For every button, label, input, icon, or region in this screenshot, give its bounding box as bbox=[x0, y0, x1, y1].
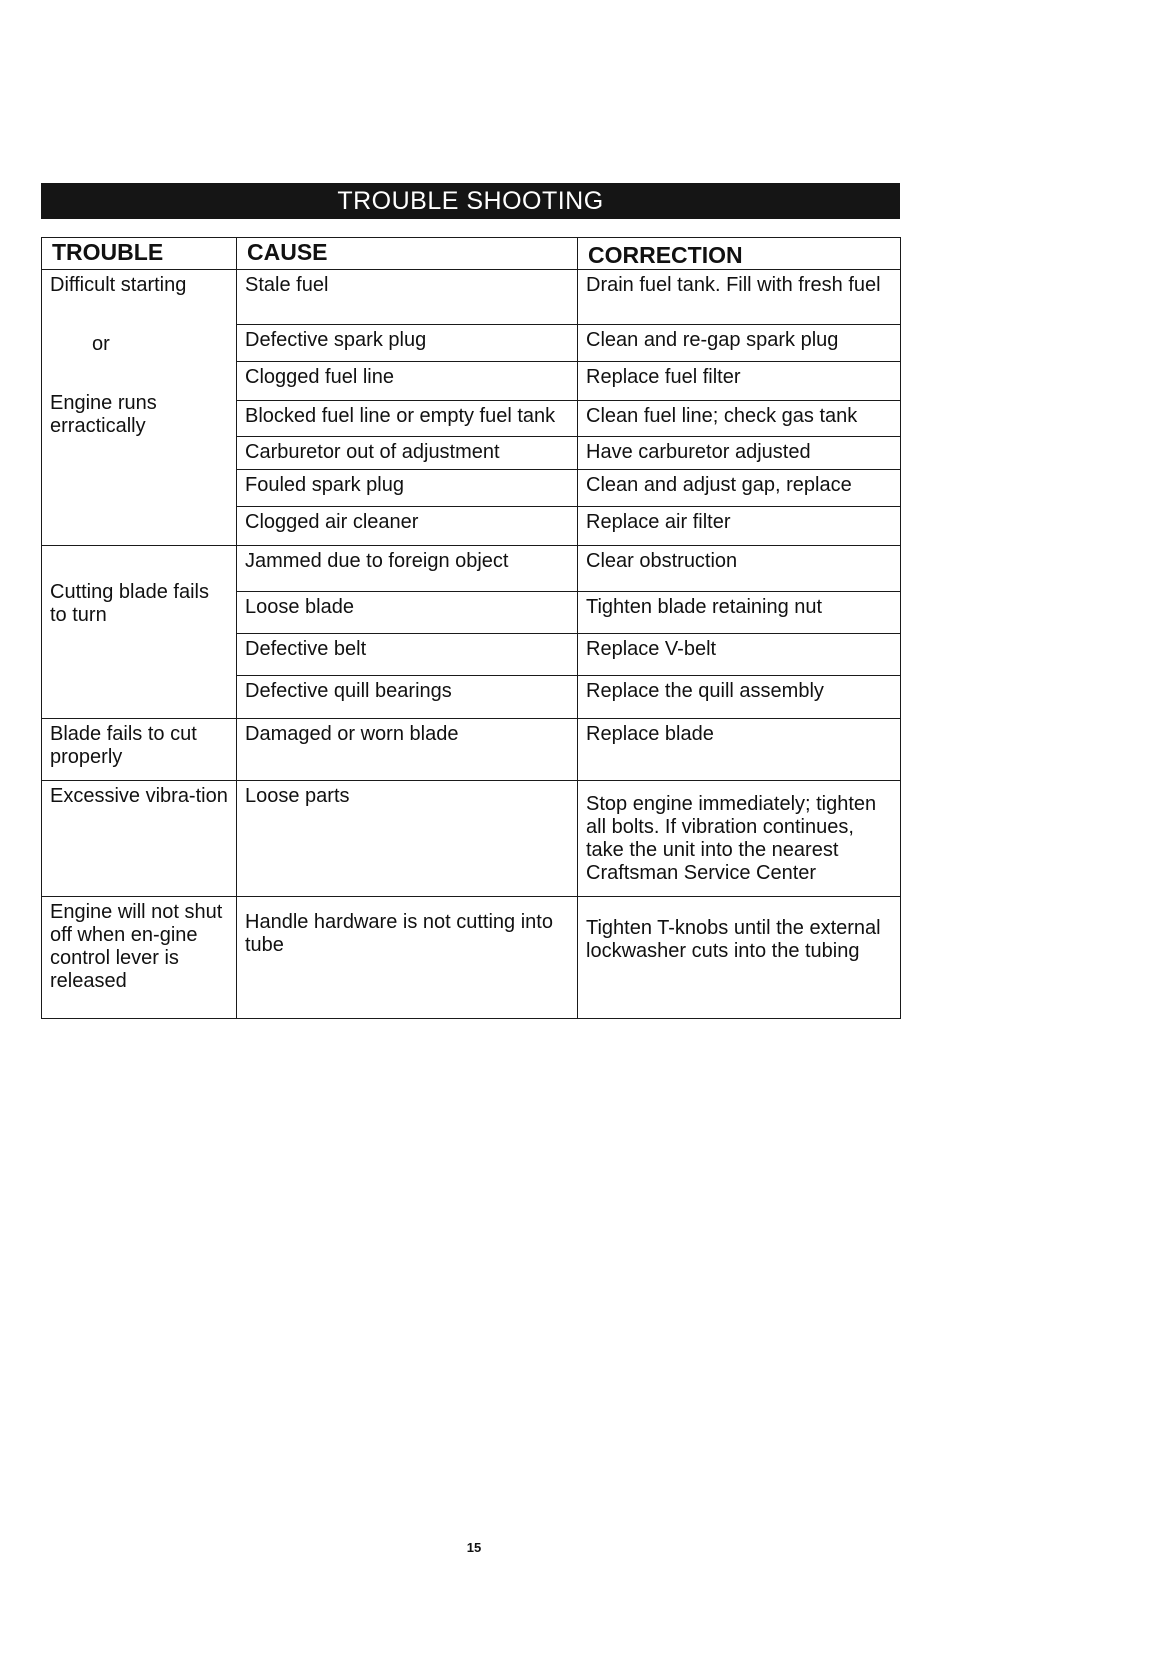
page-number: 15 bbox=[466, 1540, 482, 1555]
correction-cell: Clean and re-gap spark plug bbox=[578, 325, 901, 362]
table-row bbox=[42, 546, 901, 592]
cause-cell: Defective spark plug bbox=[237, 325, 578, 362]
correction-cell: Replace V-belt bbox=[578, 634, 901, 676]
header-trouble: TROUBLE bbox=[42, 238, 237, 270]
cause-cell: Loose blade bbox=[237, 592, 578, 634]
cause-cell: Damaged or worn blade bbox=[237, 719, 578, 781]
cause-cell: Jammed due to foreign object bbox=[237, 546, 578, 592]
header-correction: CORRECTION bbox=[578, 238, 901, 270]
correction-cell: Replace fuel filter bbox=[578, 362, 901, 401]
correction-cell: Clear obstruction bbox=[578, 546, 901, 592]
cause-cell: Blocked fuel line or empty fuel tank bbox=[237, 401, 578, 437]
header-cause: CAUSE bbox=[237, 238, 578, 270]
trouble-text: Cutting blade fails to turn bbox=[50, 581, 209, 626]
trouble-cell-difficult-starting bbox=[42, 270, 237, 546]
correction-cell: Replace the quill assembly bbox=[578, 676, 901, 719]
table-row bbox=[42, 719, 901, 781]
correction-cell: Have carburetor adjusted bbox=[578, 437, 901, 470]
correction-cell: Clean and adjust gap, replace bbox=[578, 470, 901, 507]
cause-cell: Carburetor out of adjustment bbox=[237, 437, 578, 470]
trouble-or-text: or bbox=[92, 333, 110, 355]
troubleshooting-table bbox=[41, 237, 901, 1019]
correction-cell: Stop engine immediately; tighten all bolts. If vibration continues, take the unit into the nearest Craftsman Service Center bbox=[578, 781, 901, 897]
table-row bbox=[42, 270, 901, 325]
correction-cell: Tighten blade retaining nut bbox=[578, 592, 901, 634]
cause-cell: Handle hardware is not cutting into tube bbox=[237, 897, 578, 1019]
table-row bbox=[42, 781, 901, 897]
correction-cell: Clean fuel line; check gas tank bbox=[578, 401, 901, 437]
trouble-text: Difficult starting bbox=[50, 274, 187, 296]
trouble-cell-blade-fails-to-cut: Blade fails to cut properly bbox=[42, 719, 237, 781]
correction-cell: Replace blade bbox=[578, 719, 901, 781]
correction-cell: Drain fuel tank. Fill with fresh fuel bbox=[578, 270, 901, 325]
cause-cell: Loose parts bbox=[237, 781, 578, 897]
cause-cell: Defective quill bearings bbox=[237, 676, 578, 719]
cause-cell: Clogged fuel line bbox=[237, 362, 578, 401]
page-title: TROUBLE SHOOTING bbox=[41, 183, 900, 219]
cause-cell: Fouled spark plug bbox=[237, 470, 578, 507]
table-header-row bbox=[42, 238, 901, 270]
correction-cell: Replace air filter bbox=[578, 507, 901, 546]
trouble-cell-engine-will-not-shut-off: Engine will not shut off when en-gine control lever is released bbox=[42, 897, 237, 1019]
cause-cell: Clogged air cleaner bbox=[237, 507, 578, 546]
trouble-text: Engine runs erractically bbox=[50, 392, 157, 437]
trouble-cell-excessive-vibration: Excessive vibra-tion bbox=[42, 781, 237, 897]
correction-cell: Tighten T-knobs until the external lockwasher cuts into the tubing bbox=[578, 897, 901, 1019]
cause-cell: Stale fuel bbox=[237, 270, 578, 325]
trouble-cell-blade-fails-to-turn bbox=[42, 546, 237, 719]
cause-cell: Defective belt bbox=[237, 634, 578, 676]
table-row bbox=[42, 897, 901, 1019]
